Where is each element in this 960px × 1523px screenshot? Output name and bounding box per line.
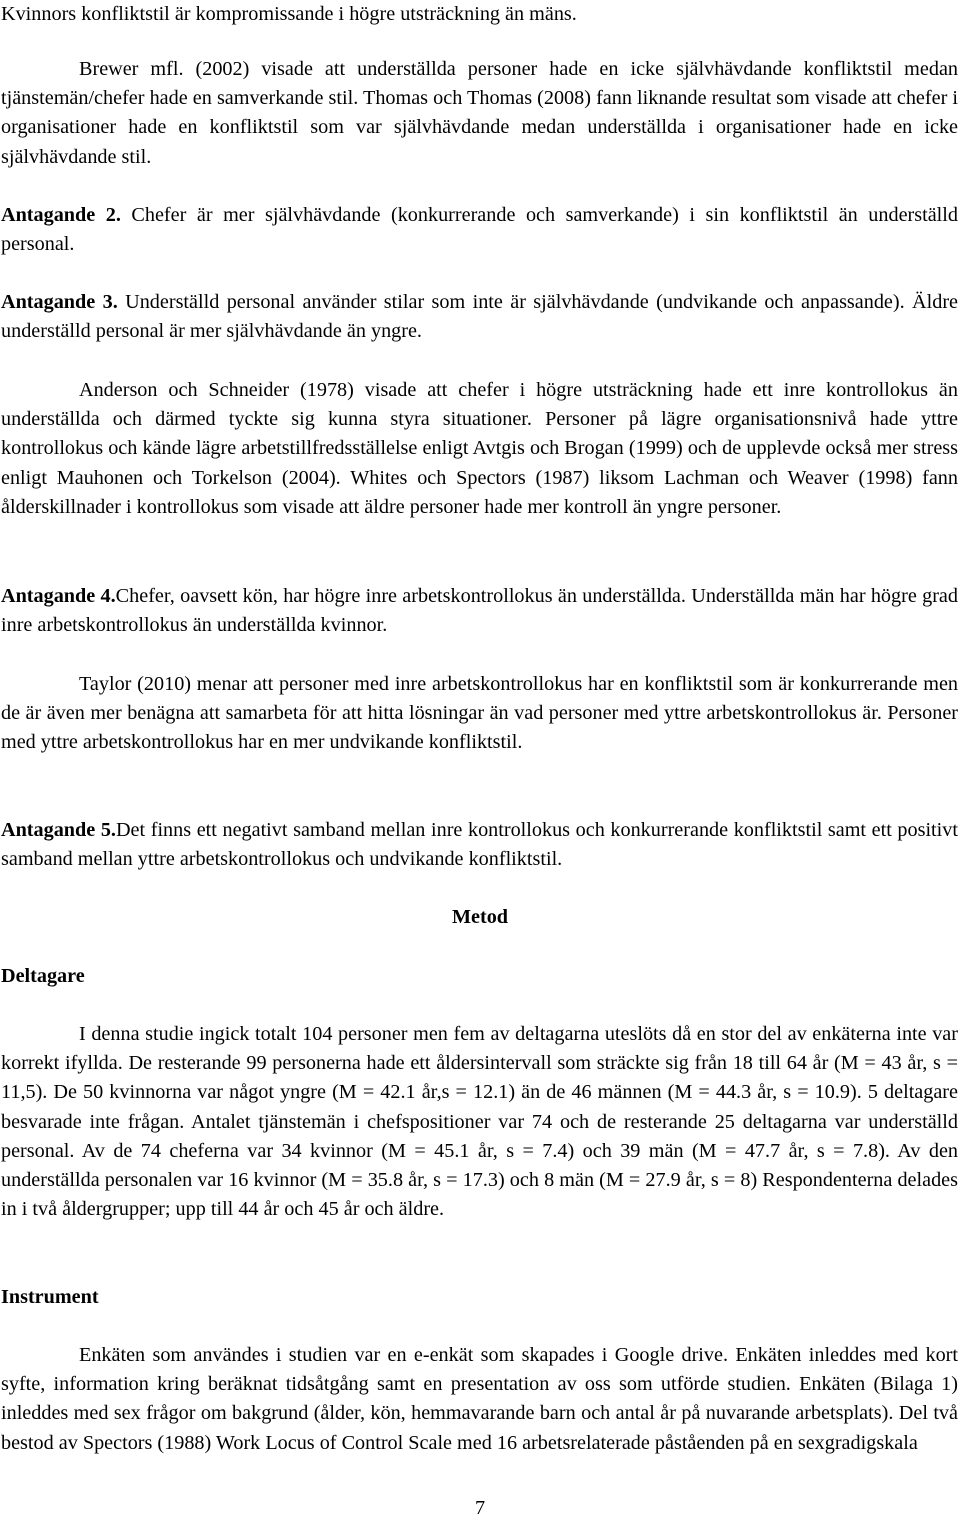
hypothesis-5 xyxy=(1,816,958,874)
paragraph-anderson: Anderson och Schneider (1978) visade att chefer i högre utsträckning hade ett inre kontrollokus än underställda och därmed tyckte sig kunna styra situationer. Personer på lägre organisationsnivå hade yttre kontrollokus och kände lägre arbetstillfredsställelse enligt Avtgis och Brogan (1999) och de upplevde också mer stress enligt Mauhonen och Torkelson (2004). Whites och Spectors (1987) liksom Lachman och Weaver (1998) fann ålderskillnader i kontrollokus som visade att äldre personer hade mer kontroll än yngre personer. xyxy=(1,379,958,518)
page-number: 7 xyxy=(474,1497,486,1519)
hypothesis-2 xyxy=(1,201,958,259)
hypothesis-4 xyxy=(1,582,958,640)
hypothesis-4-text: Chefer, oavsett kön, har högre inre arbetskontrollokus än underställda. Underställda män har högre grad inre arbetskontrollokus än underställda kvinnor. xyxy=(1,585,958,637)
paragraph-instrument: Enkäten som användes i studien var en e-enkät som skapades i Google drive. Enkäten inleddes med kort syfte, information kring beräknat tidsåtgång samt en presentation av oss som utförde studien. Enkäten (Bilaga 1) inleddes med sex frågor om bakgrund (ålder, kön, hemmavarande barn och antal år på nuvarande arbetsplats). Del två bestod av Spectors (1988) Work Locus of Control Scale med 16 arbetsrelaterade påståenden på en sexgradigskala xyxy=(1,1344,958,1454)
paragraph-taylor: Taylor (2010) menar att personer med inre arbetskontrollokus har en konfliktstil som är konkurrerande men de är även mer benägna att samarbeta för att hitta lösningar än vad personer med yttre arbetskontrollokus är. Personer med yttre arbetskontrollokus har en mer undvikande konfliktstil. xyxy=(1,673,958,754)
subheading-deltagare: Deltagare xyxy=(1,965,85,987)
paragraph-brewer: Brewer mfl. (2002) visade att underställda personer hade en icke självhävdande konfliktstil medan tjänstemän/chefer hade en samverkande stil. Thomas och Thomas (2008) fann liknande resultat som visade att chefer i organisationer hade en konfliktstil som var självhävdande medan underställda i organisationer hade en icke självhävdande stil. xyxy=(1,58,958,168)
hypothesis-5-text: Det finns ett negativt samband mellan inre kontrollokus och konkurrerande konfliktstil samt ett positivt samband mellan yttre arbetskontrollokus och undvikande konfliktstil. xyxy=(1,819,958,871)
hypothesis-3-text: Underställd personal använder stilar som inte är självhävdande (undvikande och anpassande). Äldre underställd personal är mer självhävdande än yngre. xyxy=(1,291,958,343)
section-heading-metod: Metod xyxy=(451,906,509,928)
paragraph-deltagare: I denna studie ingick totalt 104 personer men fem av deltagarna uteslöts då en stor del av enkäterna inte var korrekt ifyllda. De resterande 99 personerna hade ett åldersintervall som sträckte sig från 18 till 64 år (M = 43 år, s = 11,5). De 50 kvinnorna var något yngre (M = 42.1 år,s = 12.1) än de 46 männen (M = 44.3 år, s = 10.9). 5 deltagare besvarade inte frågan. Antalet tjänstemän i chefspositioner var 74 och de resterande 25 deltagarna var underställd personal. Av de 74 cheferna var 34 kvinnor (M = 45.1 år, s = 7.4) och 39 män (M = 47.7 år, s = 7.8). Av den underställda personalen var 16 kvinnor (M = 35.8 år, s = 17.3) och 8 män (M = 27.9 år, s = 8) Respondenterna delades in i två åldergrupper; upp till 44 år och 45 år och äldre. xyxy=(1,1023,958,1221)
hypothesis-2-label: Antagande 2. xyxy=(1,204,121,226)
paragraph-conclusion: Kvinnors konfliktstil är kompromissande i högre utsträckning än mäns. xyxy=(1,3,577,25)
subheading-instrument: Instrument xyxy=(1,1286,99,1308)
hypothesis-2-text: Chefer är mer självhävdande (konkurrerande och samverkande) i sin konfliktstil än underställd personal. xyxy=(1,204,958,256)
hypothesis-3-label: Antagande 3. xyxy=(1,291,118,313)
hypothesis-4-label: Antagande 4. xyxy=(1,585,116,607)
hypothesis-5-label: Antagande 5. xyxy=(1,819,116,841)
hypothesis-3 xyxy=(1,288,958,346)
